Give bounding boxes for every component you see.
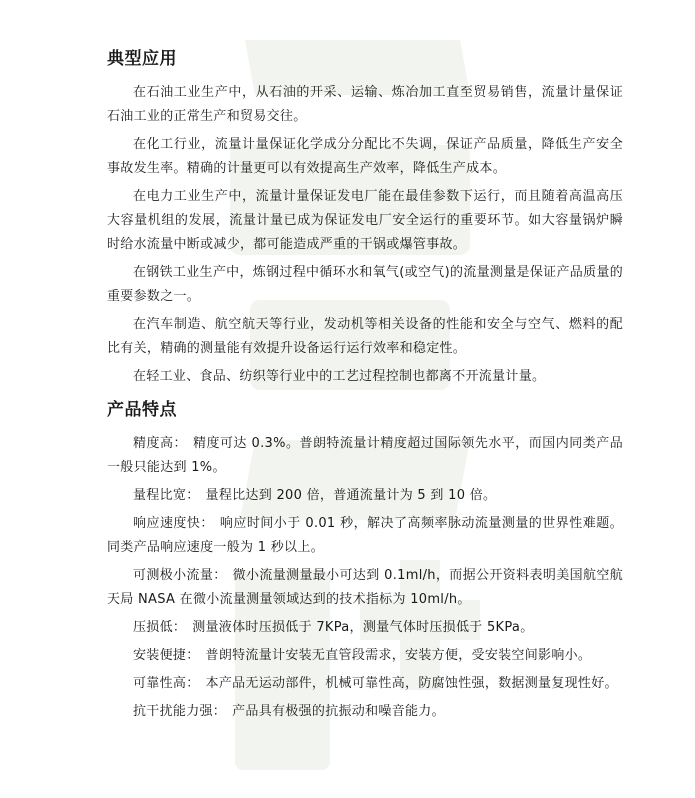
feature-label: 安装便捷：: [133, 648, 200, 663]
feature-item: [107, 644, 623, 672]
feature-item: [107, 432, 623, 484]
feature-item: [107, 512, 623, 564]
feature-item: [107, 564, 623, 616]
section-heading-typical-applications: 典型应用: [107, 49, 177, 69]
feature-text: 普朗特流量计安装无直管段需求，安装方便，受安装空间影响小。: [205, 648, 592, 663]
feature-item: [107, 616, 623, 644]
application-paragraph: 在轻工业、食品、纺织等行业中的工艺过程控制也都离不开流量计量。: [133, 369, 546, 384]
application-paragraph: 在电力工业生产中，流量计量保证发电厂能在最佳参数下运行，而且随着高温高压大容量机组的发展，流量计量已成为保证发电厂安全运行的重要环节。如大容量锅炉瞬时给水流量中断或减少，都可能造成严重的干锅或爆管事故。: [107, 189, 623, 252]
feature-text: 产品具有极强的抗振动和噪音能力。: [232, 704, 445, 719]
feature-label: 压损低：: [133, 620, 187, 635]
feature-text: 本产品无运动部件，机械可靠性高，防腐蚀性强，数据测量复现性好。: [205, 676, 618, 691]
feature-text: 量程比达到 200 倍，普通流量计为 5 到 10 倍。: [205, 488, 497, 503]
application-paragraph: 在汽车制造、航空航天等行业，发动机等相关设备的性能和安全与空气、燃料的配比有关，精确的测量能有效提升设备运行运行效率和稳定性。: [107, 317, 623, 356]
feature-label: 可测极小流量：: [133, 568, 227, 583]
application-paragraph: 在钢铁工业生产中，炼钢过程中循环水和氧气(或空气)的流量测量是保证产品质量的重要参数之一。: [107, 265, 623, 304]
feature-text: 测量液体时压损低于 7KPa，测量气体时压损低于 5KPa。: [192, 620, 534, 635]
feature-item: [107, 484, 623, 512]
feature-label: 抗干扰能力强：: [133, 704, 227, 719]
application-paragraph: 在化工行业，流量计量保证化学成分分配比不失调，保证产品质量，降低生产安全事故发生率。精确的计量更可以有效提高生产效率，降低生产成本。: [107, 137, 623, 176]
feature-item: [107, 672, 623, 700]
feature-label: 精度高：: [133, 436, 187, 451]
feature-label: 可靠性高：: [133, 676, 200, 691]
section-heading-product-features: 产品特点: [107, 400, 177, 420]
feature-label: 响应速度快：: [133, 516, 214, 531]
feature-text: 精度可达 0.3%。普朗特流量计精度超过国际领先水平，而国内同类产品一般只能达到 1%。: [107, 436, 624, 475]
feature-text: 响应时间小于 0.01 秒，解决了高频率脉动流量测量的世界性难题。同类产品响应速度一般为 1 秒以上。: [107, 516, 623, 555]
application-paragraph: 在石油工业生产中，从石油的开采、运输、炼冶加工直至贸易销售，流量计量保证石油工业的正常生产和贸易交往。: [107, 85, 623, 124]
feature-label: 量程比宽：: [133, 488, 200, 503]
feature-item: [107, 700, 623, 728]
feature-text: 微小流量测量最小可达到 0.1ml/h，而据公开资料表明美国航空航天局 NASA 在微小流量测量领域达到的技术指标为 10ml/h。: [107, 568, 623, 607]
